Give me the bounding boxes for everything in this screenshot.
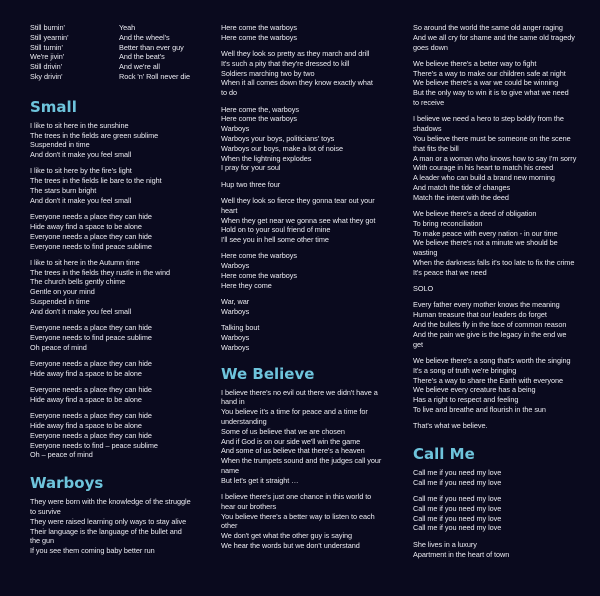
lyric-line: So around the world the same old anger raging xyxy=(413,23,563,32)
stanza xyxy=(30,121,208,160)
lyric-line: Here come the warboys xyxy=(221,23,298,32)
intro-verse xyxy=(30,23,208,82)
lyric-line: And if God is on our side we'll win the game xyxy=(221,436,361,446)
lyric-line: Oh – peace of mind xyxy=(30,450,93,460)
lyric-line: to survive xyxy=(30,506,61,516)
lyric-line: Soldiers marching two by two xyxy=(221,68,315,78)
we-believe-lyrics-part1 xyxy=(221,388,406,551)
lyric-line: Everyone needs a place they can hide xyxy=(30,430,152,440)
lyric-line: A leader who can build a brand new morning xyxy=(413,173,555,183)
intro-right-lines xyxy=(119,23,208,82)
lyric-line: Their language is the language of the bullet and xyxy=(30,526,182,536)
lyric-line: And the beat's xyxy=(119,52,165,62)
lyric-line: With courage in his heart to match his creed xyxy=(413,163,554,173)
lyric-line: Warboys xyxy=(221,306,250,316)
lyric-line: When the lightning explodes xyxy=(221,153,312,163)
lyric-line: wasting xyxy=(413,248,438,258)
lyric-line: to do xyxy=(221,88,237,98)
lyric-line: Still turnin' xyxy=(30,42,63,52)
lyric-line: Call me if you need my love xyxy=(413,503,502,513)
lyric-line: And we're all xyxy=(119,62,160,72)
lyric-line: other xyxy=(221,521,238,531)
lyric-line: It's such a pity that they're dressed to kill xyxy=(221,58,350,68)
lyric-line: War, war xyxy=(221,297,250,307)
song-title-warboys: Warboys xyxy=(30,474,104,493)
call-me-lyrics xyxy=(413,468,593,559)
lyric-line: I like to sit here in the sunshine xyxy=(30,120,129,130)
lyric-line: Oh peace of mind xyxy=(30,342,87,352)
lyric-line: the gun xyxy=(30,536,54,546)
lyrics-column-1 xyxy=(30,23,208,556)
song-title-small: Small xyxy=(30,97,77,116)
we-believe-lyrics-part2 xyxy=(413,23,593,431)
stanza xyxy=(221,105,406,174)
warboys-lyrics-part2 xyxy=(221,23,406,353)
stanza xyxy=(30,258,208,317)
lyric-line: When it all comes down they know exactly what xyxy=(221,78,373,88)
lyric-line: The stars burn bright xyxy=(30,186,97,196)
lyric-line: Still yearnin' xyxy=(30,32,69,42)
lyric-line: To bring reconciliation xyxy=(413,218,483,228)
lyric-line: Everyone needs a place they can hide xyxy=(30,411,152,421)
lyric-line: We believe there's not a minute we should be xyxy=(413,238,558,248)
lyric-line: Well they look so pretty as they march and drill xyxy=(221,49,370,59)
lyric-line: We believe there's a war we could be winning xyxy=(413,78,559,88)
lyric-line: Gentle on your mind xyxy=(30,287,95,297)
stanza xyxy=(413,59,593,108)
lyric-line: Call me if you need my love xyxy=(413,467,502,477)
lyric-line: If you see them coming baby better run xyxy=(30,546,155,556)
lyric-line: that fits the bill xyxy=(413,143,459,153)
lyric-line: When the trumpets sound and the judges call your xyxy=(221,456,382,466)
stanza xyxy=(413,284,593,294)
lyric-line: I believe we need a hero to step boldly from the xyxy=(413,114,564,124)
stanza xyxy=(413,209,593,278)
lyric-line: They were born with the knowledge of the struggle xyxy=(30,497,191,507)
lyric-line: Here they come xyxy=(221,280,272,290)
song-title-call-me: Call Me xyxy=(413,444,475,463)
lyric-line: get xyxy=(413,339,423,349)
lyric-line: Rock 'n' Roll never die xyxy=(119,71,190,81)
stanza xyxy=(221,49,406,98)
lyric-line: And we all cry for shame and the same old tragedy xyxy=(413,32,575,42)
lyric-line: Warboys xyxy=(221,342,250,352)
lyric-line: Still drivin' xyxy=(30,62,62,72)
stanza xyxy=(30,497,208,556)
lyric-line: Call me if you need my love xyxy=(413,477,502,487)
stanza xyxy=(221,23,406,43)
lyric-line: Everyone needs a place they can hide xyxy=(30,212,152,222)
lyric-line: Here come the, warboys xyxy=(221,104,299,114)
lyric-line: We believe there's a deed of obligation xyxy=(413,209,537,219)
lyric-line: I like to sit here by the fire's light xyxy=(30,166,132,176)
lyric-line: Yeah xyxy=(119,23,136,32)
lyric-line: Hide away find a space to be alone xyxy=(30,394,142,404)
lyric-line: The church bells gently chime xyxy=(30,277,126,287)
lyric-line: I pray for your soul xyxy=(221,163,281,173)
lyric-line: The trees in the fields they rustle in the wind xyxy=(30,267,171,277)
lyric-line: Hup two three four xyxy=(221,179,281,189)
lyrics-column-3 xyxy=(413,23,593,559)
stanza xyxy=(413,468,593,488)
lyric-line: heart xyxy=(221,205,238,215)
lyric-line: We believe there's a song that's worth the singing xyxy=(413,355,571,365)
lyric-line: Apartment in the heart of town xyxy=(413,549,510,559)
lyric-line: Human treasure that our leaders do forget xyxy=(413,310,547,320)
lyric-line: The trees in the fields are green sublime xyxy=(30,130,159,140)
lyric-line: There's a way to share the Earth with everyone xyxy=(413,375,563,385)
lyric-line: Suspended in time xyxy=(30,297,90,307)
lyric-line: You believe there's a better way to listen to each xyxy=(221,511,375,521)
stanza xyxy=(30,166,208,205)
lyric-line: But the only way to win it is to give what we need xyxy=(413,88,569,98)
lyric-line: When the darkness falls it's too late to fix the crime xyxy=(413,258,575,268)
lyric-line: hear our brothers xyxy=(221,501,277,511)
lyric-line: name xyxy=(221,465,240,475)
lyric-line: Has a right to respect and feeling xyxy=(413,395,519,405)
lyric-line: Warboys xyxy=(221,124,250,134)
lyric-line: Here come the warboys xyxy=(221,32,298,42)
lyric-line: to receive xyxy=(413,98,445,108)
stanza xyxy=(221,251,406,290)
lyric-line: Warboys xyxy=(221,333,250,343)
warboys-lyrics-part1 xyxy=(30,497,208,556)
lyric-line: And don't it make you feel small xyxy=(30,150,132,160)
lyric-line: And don't it make you feel small xyxy=(30,195,132,205)
lyric-line: Hide away find a space to be alone xyxy=(30,221,142,231)
lyric-line: And some of us believe that there's a heaven xyxy=(221,446,365,456)
stanza xyxy=(413,421,593,431)
small-lyrics xyxy=(30,121,208,460)
lyric-line: Well they look so fierce they gonna tear out your xyxy=(221,195,375,205)
lyric-line: It's a song of truth we're bringing xyxy=(413,365,517,375)
lyric-line: There's a way to make our children safe at night xyxy=(413,68,566,78)
lyric-line: That's what we believe. xyxy=(413,421,488,431)
lyric-line: I believe there's just one chance in this world to xyxy=(221,492,372,502)
lyric-line: goes down xyxy=(413,42,448,52)
lyric-line: And the bullets fly in the face of common reason xyxy=(413,320,567,330)
lyric-line: Call me if you need my love xyxy=(413,494,502,504)
lyric-line: Here come the warboys xyxy=(221,251,298,261)
stanza xyxy=(30,359,208,379)
stanza xyxy=(221,388,406,486)
lyric-line: They were raised learning only ways to stay alive xyxy=(30,516,187,526)
lyric-line: Warboys your boys, politicians' toys xyxy=(221,133,335,143)
lyric-line: shadows xyxy=(413,124,442,134)
lyric-line: But let's get it straight … xyxy=(221,475,299,485)
lyric-line: Everyone needs to find – peace sublime xyxy=(30,440,158,450)
lyric-line: Everyone needs to find peace sublime xyxy=(30,241,152,251)
lyric-line: We hear the words but we don't understand xyxy=(221,541,360,551)
lyric-line: Everyone needs a place they can hide xyxy=(30,385,152,395)
lyric-line: Everyone needs a place they can hide xyxy=(30,359,152,369)
lyric-line: Everyone needs a place they can hide xyxy=(30,231,152,241)
lyric-line: You believe it's a time for peace and a time for xyxy=(221,407,368,417)
lyric-line: Warboys our boys, make a lot of noise xyxy=(221,143,343,153)
stanza xyxy=(30,385,208,405)
lyric-line: She lives in a luxury xyxy=(413,539,477,549)
stanza xyxy=(413,540,593,560)
stanza xyxy=(221,180,406,190)
lyric-line: Warboys xyxy=(221,261,250,271)
lyric-line: It's peace that we need xyxy=(413,267,487,277)
lyric-line: understanding xyxy=(221,417,267,426)
lyric-line: And match the tide of changes xyxy=(413,182,511,192)
stanza xyxy=(221,297,406,317)
lyric-line: We're jivin' xyxy=(30,52,65,62)
lyric-line: Sky drivin' xyxy=(30,71,63,81)
lyric-line: Talking bout xyxy=(221,323,260,333)
stanza xyxy=(221,196,406,245)
lyric-line: Better than ever guy xyxy=(119,42,184,52)
lyric-line: I believe there's no evil out there we didn't have a xyxy=(221,387,378,397)
lyric-line: Hide away find a space to be alone xyxy=(30,421,142,430)
lyric-line: SOLO xyxy=(413,284,434,294)
lyric-line: To make peace with every nation - in our time xyxy=(413,228,558,238)
stanza xyxy=(413,23,593,52)
lyric-line: To live and breathe and flourish in the sun xyxy=(413,404,546,414)
lyric-line: Everyone needs a place they can hide xyxy=(30,323,152,333)
stanza xyxy=(30,212,208,251)
lyric-line: We believe there's a better way to fight xyxy=(413,58,537,68)
lyric-line: Some of us believe that we are chosen xyxy=(221,426,345,436)
stanza xyxy=(413,114,593,202)
lyric-line: A man or a woman who knows how to say I'm sorry xyxy=(413,153,577,163)
lyric-line: Still burnin' xyxy=(30,23,65,32)
lyric-line: When they get near we gonna see what they got xyxy=(221,215,376,225)
stanza xyxy=(413,300,593,349)
stanza xyxy=(221,323,406,352)
lyric-line: Every father every mother knows the meaning xyxy=(413,300,560,310)
lyric-line: Call me if you need my love xyxy=(413,513,502,523)
lyric-line: You believe there must be someone on the scene xyxy=(413,133,571,143)
lyric-line: Hide away find a space to be alone xyxy=(30,368,142,378)
lyric-line: hand in xyxy=(221,397,245,407)
stanza xyxy=(413,494,593,533)
lyric-line: I'll see you in hell some other time xyxy=(221,235,329,245)
lyric-line: The trees in the fields lie bare to the night xyxy=(30,176,162,186)
lyric-line: Call me if you need my love xyxy=(413,523,502,533)
lyric-line: Everyone needs to find peace sublime xyxy=(30,332,152,342)
lyric-line: We believe every creature has a being xyxy=(413,385,536,395)
stanza xyxy=(30,411,208,460)
stanza xyxy=(30,323,208,352)
intro-left-lines xyxy=(30,23,119,82)
lyric-line: Suspended in time xyxy=(30,140,90,150)
stanza xyxy=(413,356,593,415)
stanza xyxy=(221,492,406,551)
lyrics-column-2 xyxy=(221,23,406,551)
lyric-line: We don't get what the other guy is saying xyxy=(221,531,353,541)
lyric-line: I like to sit here in the Autumn time xyxy=(30,257,140,267)
lyric-line: Here come the warboys xyxy=(221,271,298,281)
lyric-line: Hold on to your soul friend of mine xyxy=(221,225,331,235)
song-title-we-believe: We Believe xyxy=(221,364,315,383)
lyric-line: And don't it make you feel small xyxy=(30,306,132,316)
lyric-line: Match the intent with the deed xyxy=(413,192,509,202)
lyric-line: Here come the warboys xyxy=(221,114,298,124)
lyric-line: And the wheel's xyxy=(119,32,170,42)
lyric-line: And the pain we give is the legacy in the end we xyxy=(413,329,567,339)
